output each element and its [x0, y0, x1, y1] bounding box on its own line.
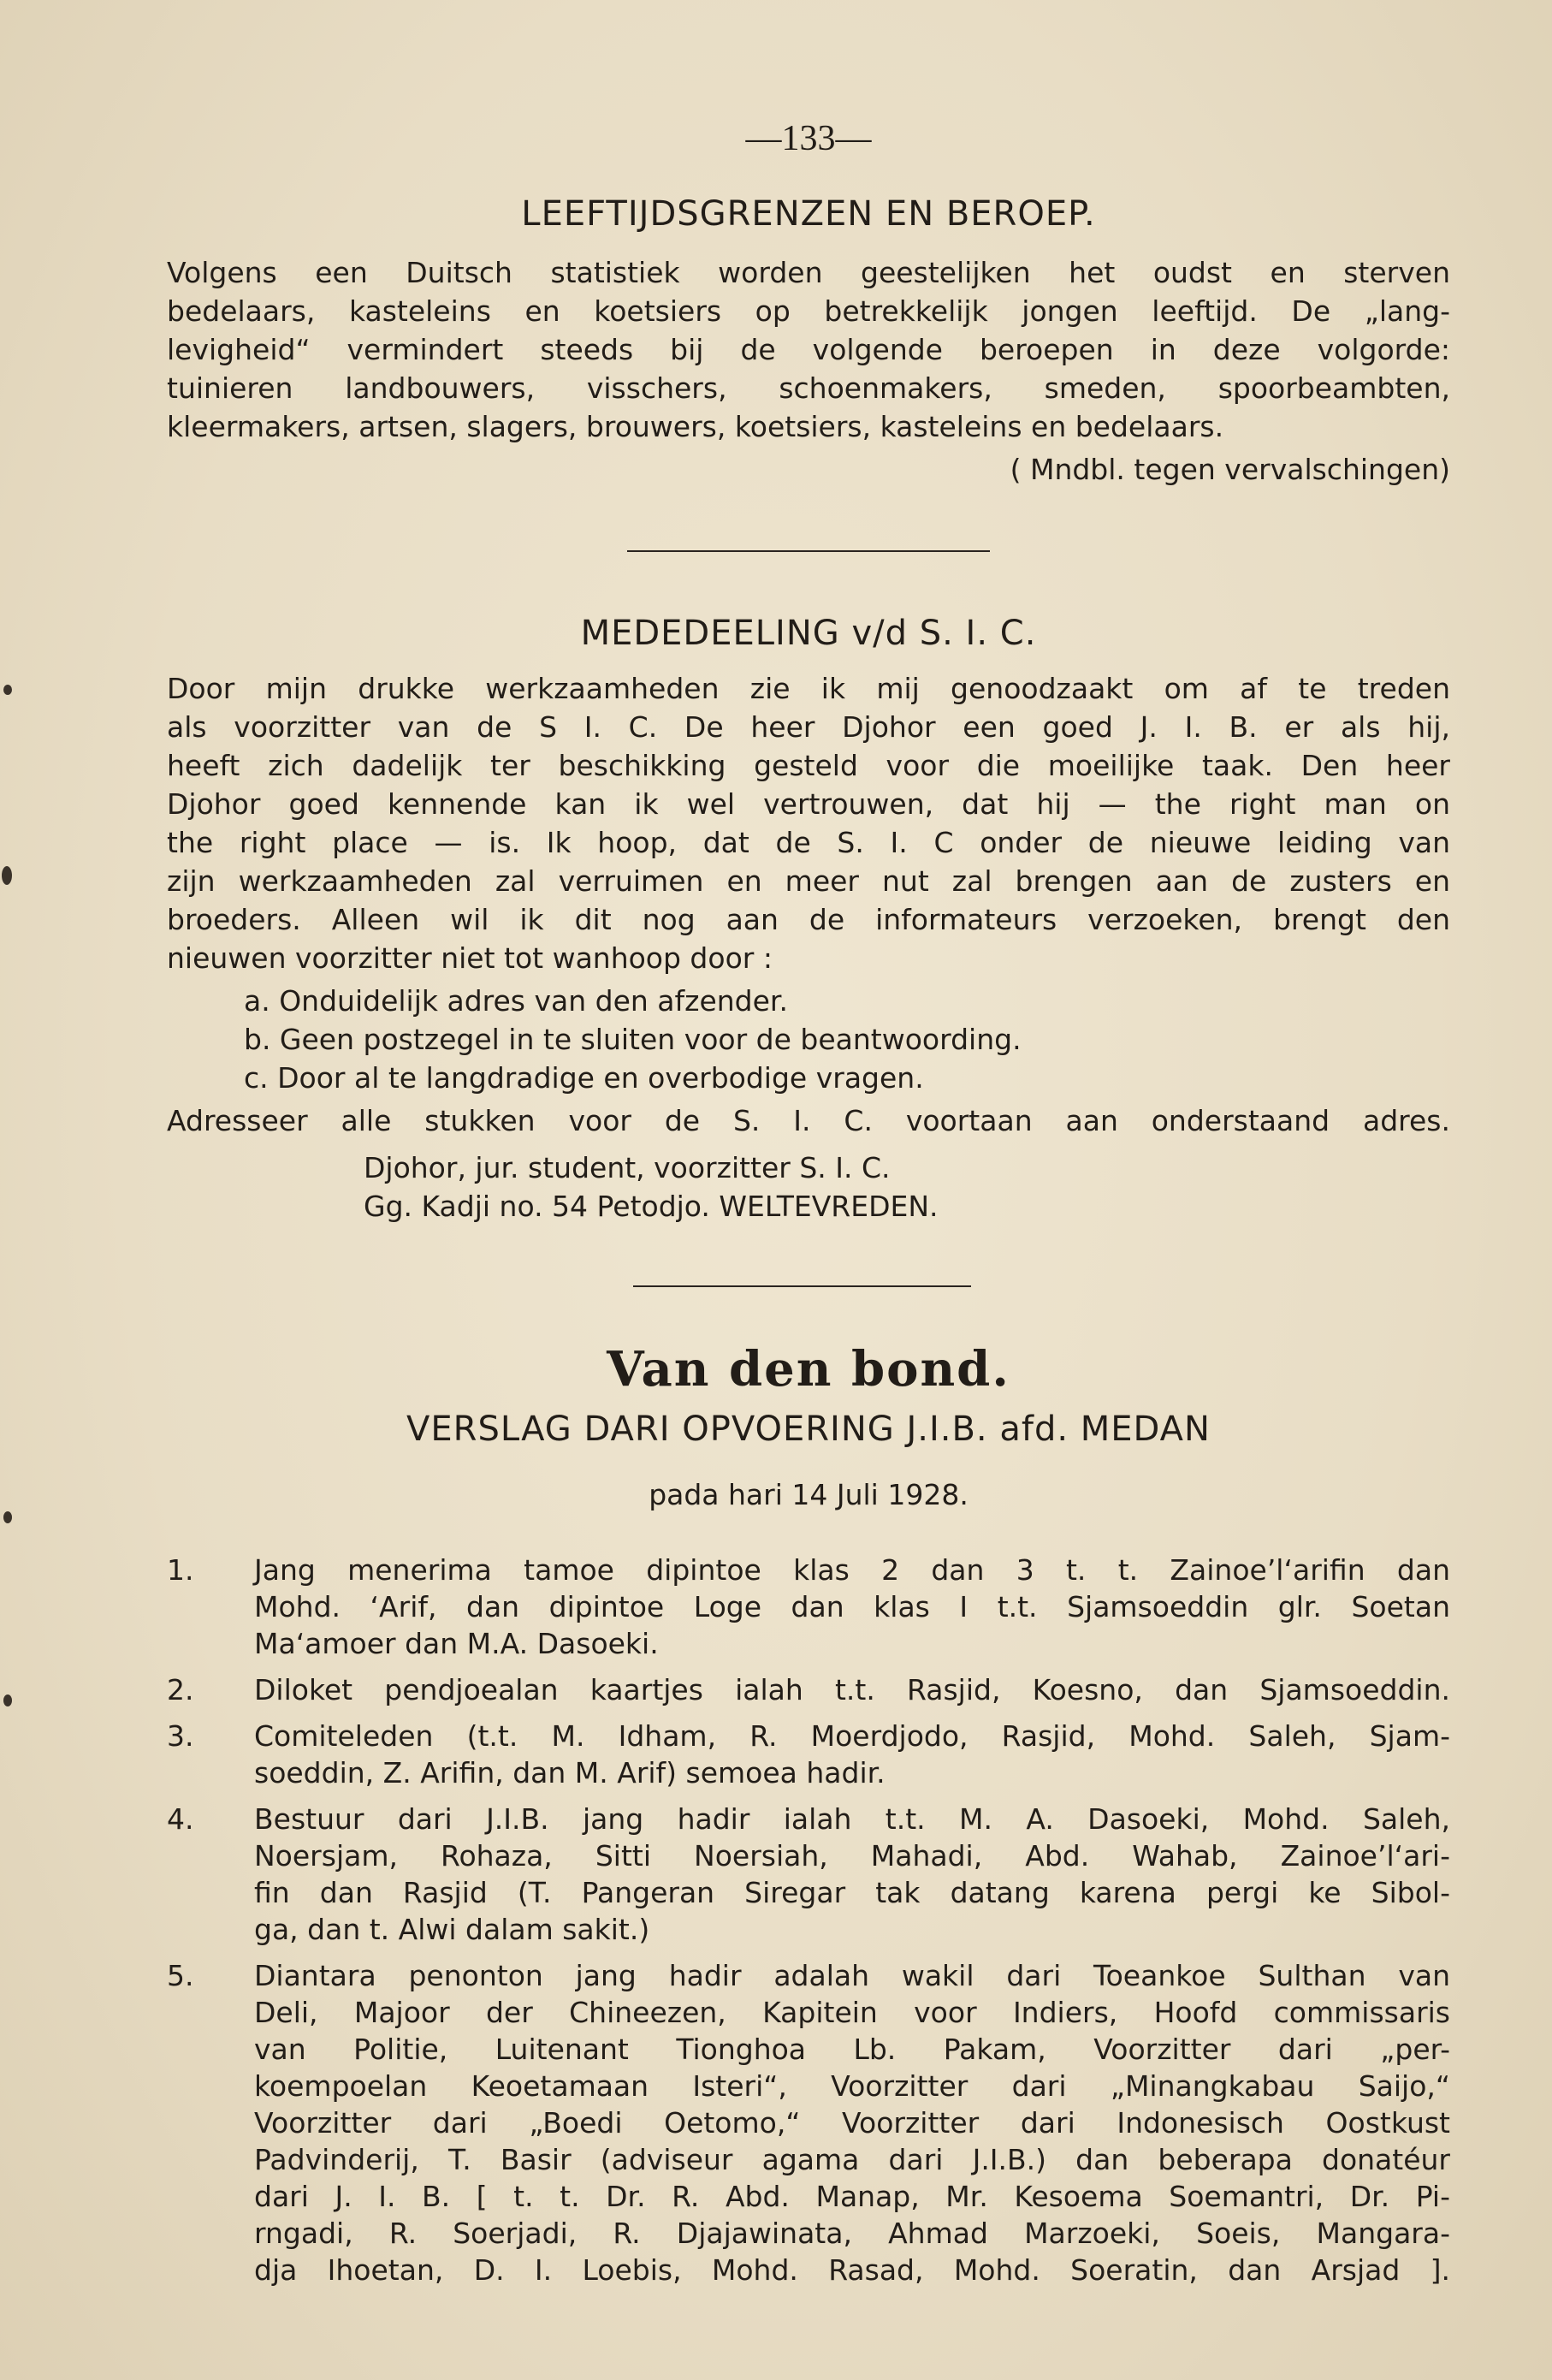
binding-hole-mark [3, 1694, 12, 1706]
address-line: Gg. Kadji no. 54 Petodjo. WELTEVREDEN. [364, 1190, 939, 1223]
paragraph-line: kleermakers, artsen, slagers, brouwers, koetsiers, kasteleins en bedelaars. [167, 410, 1224, 443]
paragraph-line: tuinieren landbouwers, visschers, schoenmakers, smeden, spoorbeambten, [167, 371, 1450, 405]
item-line: dja Ihoetan, D. I. Loebis, Mohd. Rasad, Mohd. Soeratin, dan Arsjad ]. [254, 2253, 1450, 2287]
item-line: rngadi, R. Soerjadi, R. Djajawinata, Ahmad Marzoeki, Soeis, Mangara- [254, 2217, 1450, 2250]
item-number: 1. [167, 1553, 194, 1587]
item-line: Bestuur dari J.I.B. jang hadir ialah t.t. M. A. Dasoeki, Mohd. Saleh, [254, 1802, 1450, 1836]
section-divider [633, 1285, 971, 1287]
item-line: Ma‘amoer dan M.A. Dasoeki. [254, 1627, 659, 1660]
report-date: pada hari 14 Juli 1928. [649, 1478, 969, 1511]
item-line: Diloket pendjoealan kaartjes ialah t.t. Rasjid, Koesno, dan Sjamsoeddin. [254, 1673, 1450, 1706]
item-number: 3. [167, 1719, 194, 1753]
paragraph-line: Door mijn drukke werkzaamheden zie ik mij genoodzaakt om af te treden [167, 672, 1450, 705]
paragraph-line: levigheid“ vermindert steeds bij de volgende beroepen in deze volgorde: [167, 333, 1450, 366]
section-heading-mededeeling: MEDEDEELING v/d S. I. C. [580, 614, 1037, 653]
address-line: Djohor, jur. student, voorzitter S. I. C. [364, 1151, 891, 1184]
paragraph-line: the right place — is. Ik hoop, dat de S. I. C onder de nieuwe leiding van [167, 826, 1450, 859]
item-line: Jang menerima tamoe dipintoe klas 2 dan 3 t. t. Zainoe’l‘arifin dan [254, 1553, 1450, 1587]
item-line: Noersjam, Rohaza, Sitti Noersiah, Mahadi, Abd. Wahab, Zainoe’l‘ari- [254, 1839, 1450, 1873]
section-divider [627, 550, 990, 552]
binding-hole-mark [3, 1511, 12, 1523]
paragraph-line: als voorzitter van de S I. C. De heer Djohor een goed J. I. B. er als hij, [167, 710, 1450, 744]
list-item: a. Onduidelijk adres van den afzender. [244, 984, 788, 1018]
report-subtitle: VERSLAG DARI OPVOERING J.I.B. afd. MEDAN [406, 1410, 1211, 1449]
paragraph-line: bedelaars, kasteleins en koetsiers op betrekkelijk jongen leeftijd. De „lang- [167, 294, 1450, 328]
binding-hole-mark [2, 866, 12, 885]
item-line: fin dan Rasjid (T. Pangeran Siregar tak datang karena pergi ke Sibol- [254, 1876, 1450, 1909]
item-line: Diantara penonton jang hadir adalah wakil dari Toeankoe Sulthan van [254, 1959, 1450, 1992]
item-line: ga, dan t. Alwi dalam sakit.) [254, 1913, 650, 1946]
item-line: Comiteleden (t.t. M. Idham, R. Moerdjodo, Rasjid, Mohd. Saleh, Sjam- [254, 1719, 1450, 1753]
item-line: Deli, Majoor der Chineezen, Kapitein voor Indiers, Hoofd commissaris [254, 1996, 1450, 2029]
item-number: 4. [167, 1802, 194, 1836]
paragraph-line: nieuwen voorzitter niet tot wanhoop door : [167, 941, 773, 975]
paragraph-line: heeft zich dadelijk ter beschikking gesteld voor die moeilijke taak. Den heer [167, 749, 1450, 782]
item-line: van Politie, Luitenant Tionghoa Lb. Pakam, Voorzitter dari „per- [254, 2033, 1450, 2066]
section-title-van-den-bond: Van den bond. [607, 1341, 1010, 1398]
paragraph-line: Djohor goed kennende kan ik wel vertrouwen, dat hij — the right man on [167, 787, 1450, 821]
paragraph-line: broeders. Alleen wil ik dit nog aan de informateurs verzoeken, brengt den [167, 903, 1450, 936]
item-line: Padvinderij, T. Basir (adviseur agama dari J.I.B.) dan beberapa donatéur [254, 2143, 1450, 2176]
list-item: c. Door al te langdradige en overbodige vragen. [244, 1061, 924, 1095]
item-line: Mohd. ‘Arif, dan dipintoe Loge dan klas I t.t. Sjamsoeddin glr. Soetan [254, 1590, 1450, 1623]
item-line: dari J. I. B. [ t. t. Dr. R. Abd. Manap, Mr. Kesoema Soemantri, Dr. Pi- [254, 2180, 1450, 2213]
item-line: koempoelan Keoetamaan Isteri“, Voorzitter dari „Minangkabau Saijo,“ [254, 2069, 1450, 2103]
item-number: 2. [167, 1673, 194, 1706]
address-intro: Adresseer alle stukken voor de S. I. C. voortaan aan onderstaand adres. [167, 1104, 1450, 1137]
paragraph-line: Volgens een Duitsch statistiek worden geestelijken het oudst en sterven [167, 256, 1450, 289]
source-citation: ( Mndbl. tegen vervalschingen) [1010, 453, 1450, 486]
binding-hole-mark [3, 685, 12, 695]
item-line: Voorzitter dari „Boedi Oetomo,“ Voorzitter dari Indonesisch Oostkust [254, 2106, 1450, 2140]
paragraph-line: zijn werkzaamheden zal verruimen en meer nut zal brengen aan de zusters en [167, 864, 1450, 898]
section-heading-leeftijdsgrenzen: LEEFTIJDSGRENZEN EN BEROEP. [521, 194, 1096, 234]
list-item: b. Geen postzegel in te sluiten voor de beantwoording. [244, 1023, 1022, 1056]
item-line: soeddin, Z. Arifin, dan M. Arif) semoea hadir. [254, 1756, 886, 1789]
item-number: 5. [167, 1959, 194, 1992]
page-number: —133— [745, 119, 872, 158]
